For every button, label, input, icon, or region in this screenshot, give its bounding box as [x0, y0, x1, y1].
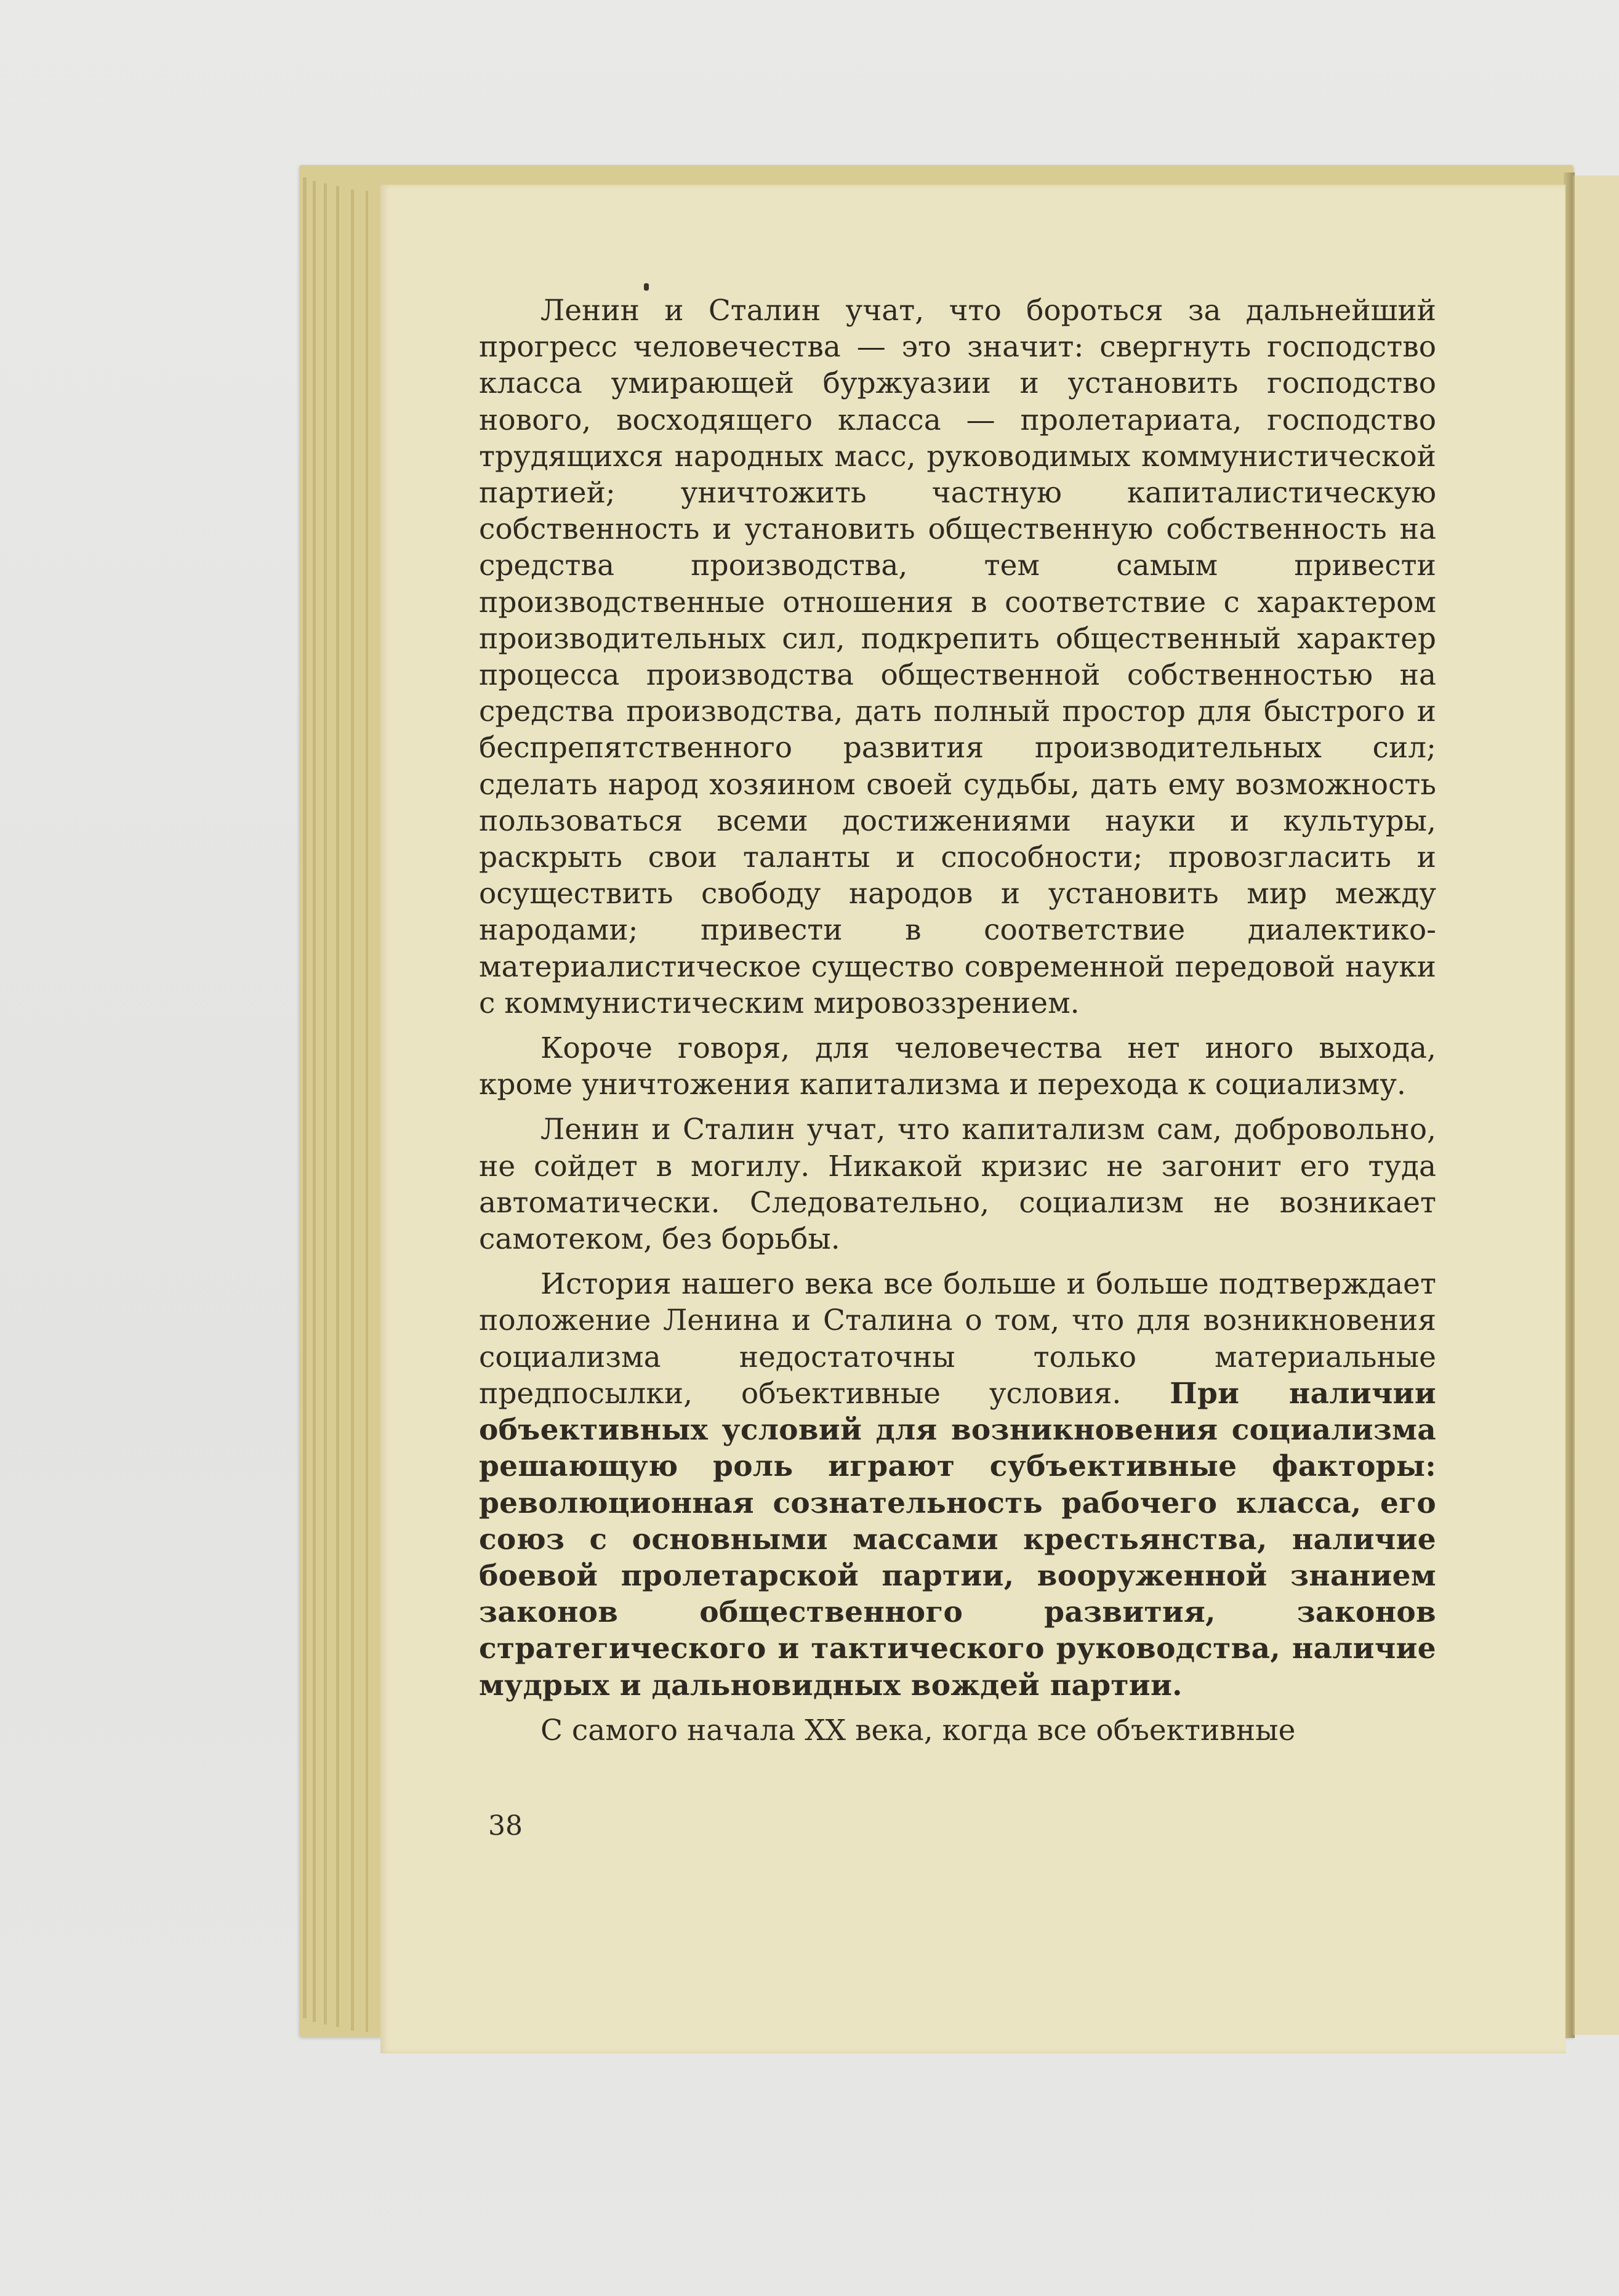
paragraph: Ленин и Сталин учат, что капитализм сам, добровольно, не сойдет в могилу. Никакой кризис не загонит его туда автоматически. Следовательно, социализм не возникает самотеком, без борьбы.: [479, 1113, 1436, 1257]
facing-page-edge: [1573, 175, 1619, 2035]
paragraph-regular-run: История нашего века все больше и больше подтверждает положение Ленина и Сталина о том, что для возникновения социализма недостаточны только материальные предпосылки, объективные условия.: [479, 1267, 1436, 1411]
paragraph-bold-run: При наличии объективных условий для возникновения социализма решающую роль играют субъективные факторы: революционная сознательность рабочего класса, его союз с основными массами крестьянства, наличие боевой пролетарской партии, вооруженной знанием законов общественного развития, законов стратегического и тактического руководства, наличие мудрых и дальновидных вождей партии.: [479, 1376, 1436, 1702]
paragraph: Короче говоря, для человечества нет иного выхода, кроме уничтожения капитализма и перехода к социализму.: [479, 1031, 1436, 1102]
page-edge-line: [303, 177, 307, 2018]
ink-speck: [644, 283, 649, 291]
page-edge-line: [313, 181, 316, 2022]
page-number: 38: [488, 1810, 523, 1842]
body-text: [479, 292, 1436, 1749]
book-page: [380, 185, 1565, 2053]
paragraph: С самого начала XX века, когда все объективные: [540, 1713, 1296, 1747]
page-edge-line: [324, 183, 327, 2024]
page-edge-line: [366, 191, 368, 2032]
paragraph-with-emphasis: [479, 1266, 1436, 1703]
page-edge-line: [351, 190, 354, 2031]
page-edge-line: [336, 186, 339, 2027]
paragraph: Ленин и Сталин учат, что бороться за дальнейший прогресс человечества — это значит: свергнуть господство класса умирающей буржуазии и установить господство нового, восходящего класса — пролетариата, господство трудящихся народных масс, руководимых коммунистической партией; уничтожить частную капиталистическую собственность и установить общественную собственность на средства производства, тем самым привести производственные отношения в соответствие с характером производительных сил, подкрепить общественный характер процесса производства общественной собственностью на средства производства, дать полный простор для быстрого и беспрепятственного развития производительных сил; сделать народ хозяином своей судьбы, дать ему возможность пользоваться всеми достижениями науки и культуры, раскрыть свои таланты и способности; провозгласить и осуществить свободу народов и установить мир между народами; привести в соответствие диалектико-материалистическое существо современной передовой науки с коммунистическим мировоззрением.: [479, 294, 1436, 1020]
